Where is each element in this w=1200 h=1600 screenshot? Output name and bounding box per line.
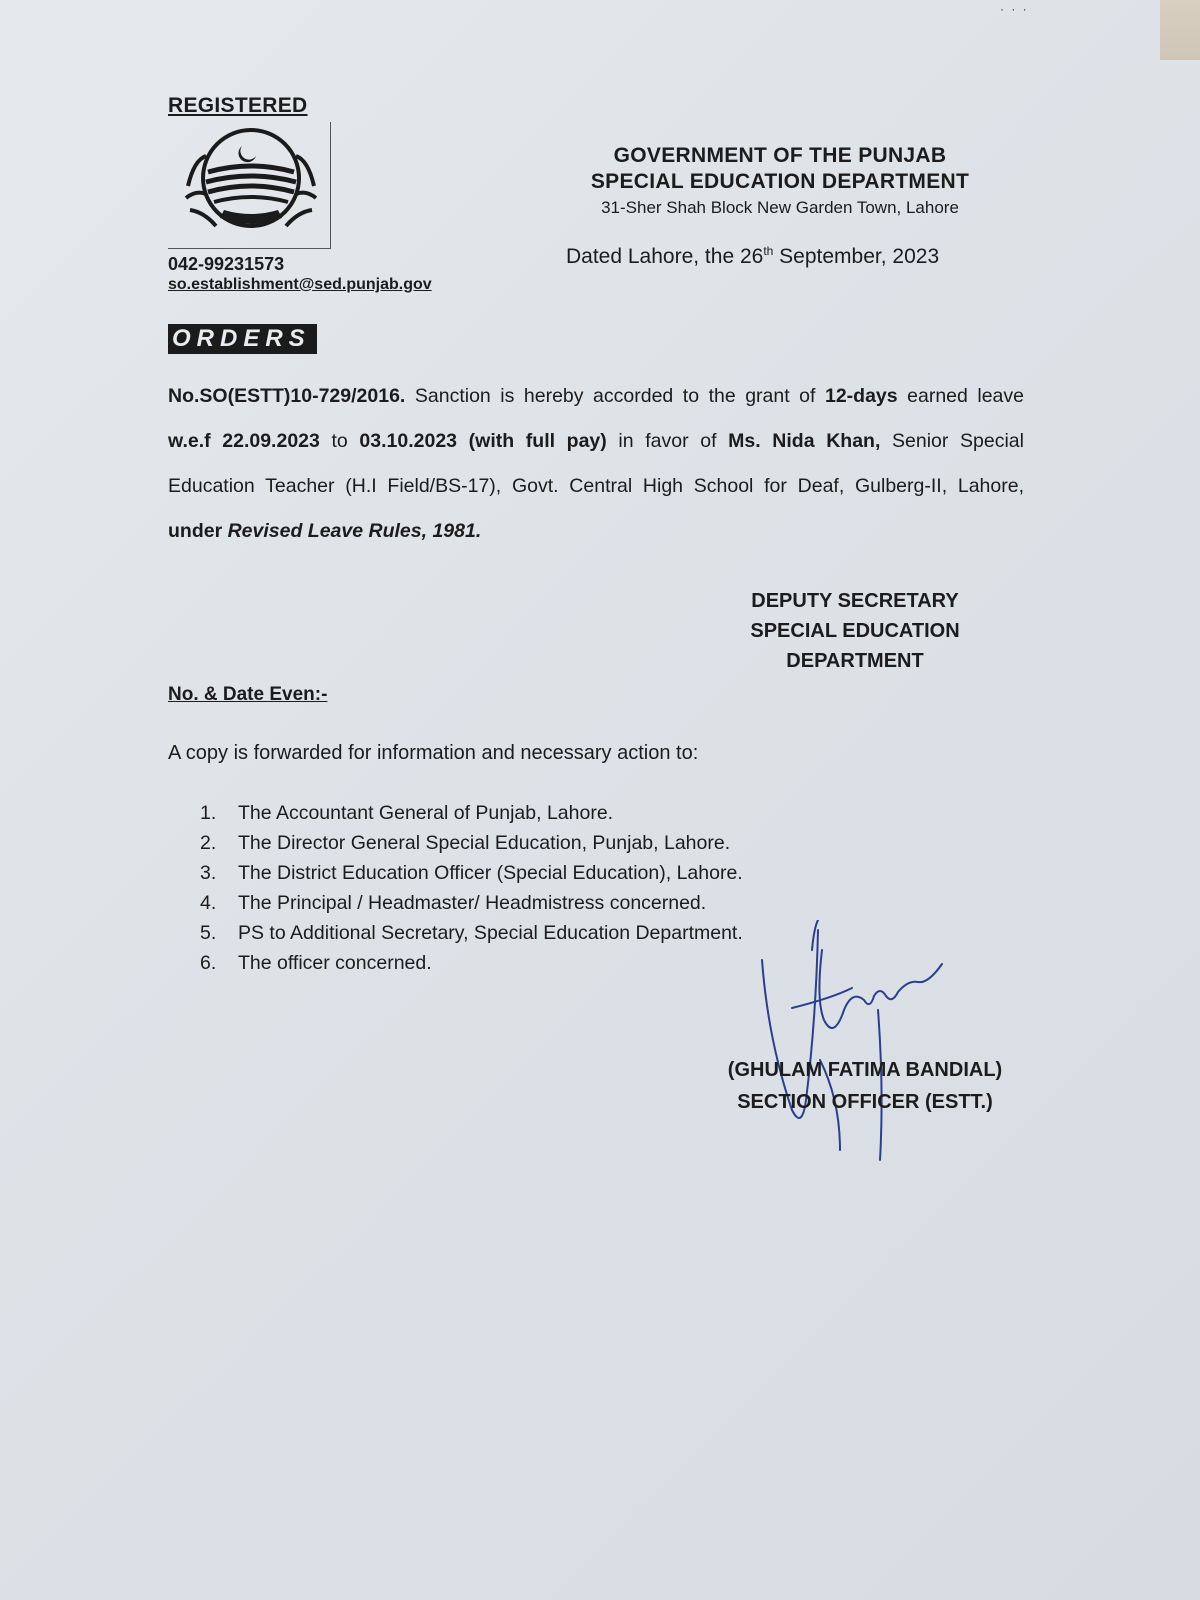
order-employee-name: Ms. Nida Khan, [728,430,881,452]
email-link[interactable]: so.establishment@sed.punjab.gov [168,276,432,293]
order-days: 12-days [824,385,898,407]
list-text: The Director General Special Education, Punjab, Lahore. [238,832,731,854]
punjab-emblem-icon [176,126,326,242]
government-title: GOVERNMENT OF THE PUNJAB [613,144,947,167]
list-item [200,888,743,918]
order-text-1: Sanction is hereby accorded to the grant of [405,385,825,407]
list-text: The officer concerned. [238,952,432,974]
recipient-list [200,798,743,978]
list-item [200,858,743,888]
date-ordinal: th [763,244,774,258]
list-item [200,798,743,828]
list-number: 3. [200,862,217,884]
section-officer-designation: SECTION OFFICER (ESTT.) [737,1091,993,1113]
department-address: 31-Sher Shah Block New Garden Town, Lahore [601,198,959,217]
letterhead [540,144,1020,218]
phone-number: 042-99231573 [168,254,285,274]
list-text: The District Education Officer (Special Education), Lahore. [238,862,743,884]
date-suffix: September, 2023 [773,245,940,268]
list-number: 5. [200,922,217,944]
date-even-label: No. & Date Even:- [168,684,328,705]
order-paragraph [168,374,1024,554]
logo-box [168,122,331,249]
list-item [200,948,743,978]
list-text: The Accountant General of Punjab, Lahore. [238,802,614,824]
order-text-5: Senior Special Education Teacher (H.I Field/BS-17), Govt. Central High School for Deaf, Gulberg-II, Lahore, [168,430,1024,497]
orders-heading: ORDERS [168,324,317,354]
page-edge [1160,0,1200,60]
order-text-3: to [319,430,360,452]
section-officer-name: (GHULAM FATIMA BANDIAL) [727,1059,1003,1081]
registered-label: REGISTERED [168,94,308,117]
deputy-secretary-block [740,586,970,676]
list-number: 4. [200,892,217,914]
order-period-end: 03.10.2023 (with full pay) [359,430,607,452]
order-rules: Revised Leave Rules, 1981. [227,520,482,542]
section-officer-block [700,1054,1030,1118]
deputy-secretary-line3: DEPARTMENT [786,650,924,672]
order-text-4: in favor of [606,430,729,452]
list-item [200,918,743,948]
order-period-start: w.e.f 22.09.2023 [168,430,320,452]
list-number: 2. [200,832,217,854]
list-number: 6. [200,952,217,974]
list-item [200,828,743,858]
list-text: The Principal / Headmaster/ Headmistress concerned. [238,892,707,914]
list-number: 1. [200,802,217,824]
deputy-secretary-line1: DEPUTY SECRETARY [751,590,959,612]
department-title: SPECIAL EDUCATION DEPARTMENT [590,170,970,193]
date-line [566,244,939,269]
corner-mark: · · · [1000,2,1029,16]
order-under: under [168,520,223,542]
deputy-secretary-line2: SPECIAL EDUCATION [750,620,960,642]
list-text: PS to Additional Secretary, Special Education Department. [238,922,743,944]
forward-text: A copy is forwarded for information and necessary action to: [168,742,699,764]
date-prefix: Dated Lahore, the 26 [566,245,764,268]
order-text-2: earned leave [897,385,1024,407]
order-number: No.SO(ESTT)10-729/2016. [168,385,406,407]
